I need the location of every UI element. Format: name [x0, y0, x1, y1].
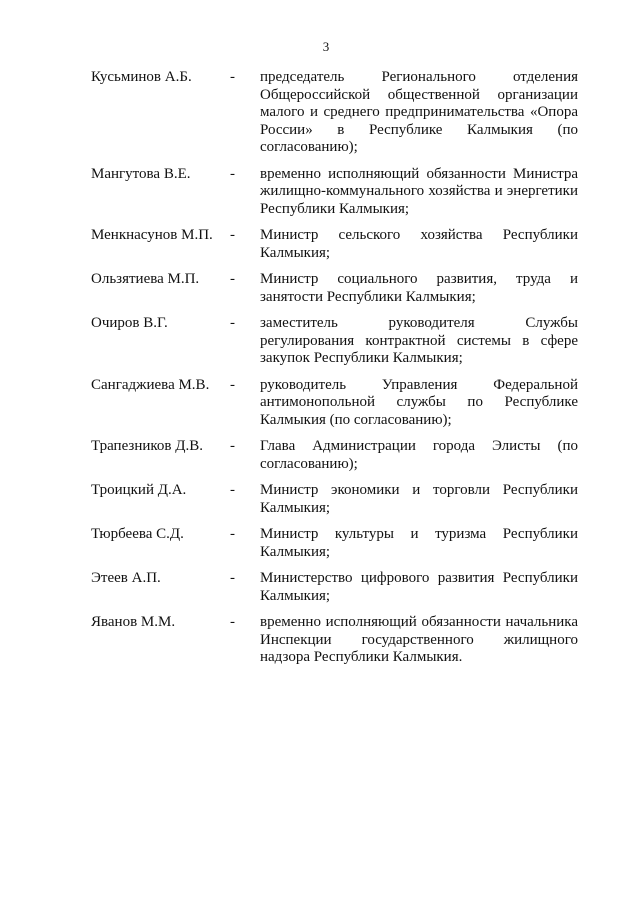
list-item	[0, 315, 640, 368]
dash-separator: -	[230, 271, 235, 287]
list-item	[0, 271, 640, 306]
member-position: руководитель Управления Федеральной антимонопольной службы по Республике Калмыкия (по согласованию);	[260, 376, 578, 428]
page-number: 3	[322, 39, 330, 54]
member-name: Очиров В.Г.	[91, 315, 168, 331]
member-position: Министр экономики и торговли Республики Калмыкия;	[260, 482, 578, 516]
member-position: Министерство цифрового развития Республики Калмыкия;	[260, 570, 578, 604]
member-position: Глава Администрации города Элисты (по согласованию);	[260, 438, 578, 472]
dash-separator: -	[230, 69, 235, 85]
member-position: Министр культуры и туризма Республики Калмыкия;	[260, 526, 578, 560]
member-position: председатель Регионального отделения Общероссийской общественной организации малого и среднего предпринимательства «Опора России» в Республике Калмыкия (по согласованию);	[260, 69, 578, 155]
list-item	[0, 482, 640, 517]
member-position: заместитель руководителя Службы регулирования контрактной системы в сфере закупок Республики Калмыкия;	[260, 315, 578, 366]
list-item	[0, 69, 640, 157]
member-name: Сангаджиева М.В.	[91, 376, 210, 393]
dash-separator: -	[230, 438, 235, 454]
member-position: временно исполняющий обязанности Министра жилищно-коммунального хозяйства и энергетики Республики Калмыкия;	[260, 165, 578, 217]
member-position: Министр социального развития, труда и занятости Республики Калмыкия;	[260, 271, 578, 305]
member-name: Яванов М.М.	[91, 614, 176, 630]
dash-separator: -	[230, 315, 235, 331]
list-item	[0, 227, 640, 262]
member-name: Менкнасунов М.П.	[91, 227, 213, 243]
dash-separator: -	[230, 376, 235, 393]
member-name: Трапезников Д.В.	[91, 438, 203, 454]
member-name: Троицкий Д.А.	[91, 482, 187, 498]
member-position: Министр сельского хозяйства Республики Калмыкия;	[260, 227, 578, 261]
member-name: Кусьминов А.Б.	[91, 69, 192, 85]
list-item	[0, 166, 640, 219]
dash-separator: -	[230, 165, 235, 182]
member-list	[0, 69, 640, 676]
list-item	[0, 377, 640, 430]
list-item	[0, 614, 640, 667]
member-name: Тюрбеева С.Д.	[91, 526, 184, 542]
dash-separator: -	[230, 614, 235, 630]
member-name: Мангутова В.Е.	[91, 165, 191, 182]
list-item	[0, 570, 640, 605]
dash-separator: -	[230, 482, 235, 498]
dash-separator: -	[230, 227, 235, 243]
member-name: Этеев А.П.	[91, 570, 161, 586]
dash-separator: -	[230, 570, 235, 586]
list-item	[0, 526, 640, 561]
member-position: временно исполняющий обязанности начальника Инспекции государственного жилищного надзора Республики Калмыкия.	[260, 614, 578, 665]
member-name: Ользятиева М.П.	[91, 271, 200, 287]
dash-separator: -	[230, 526, 235, 542]
list-item	[0, 438, 640, 473]
